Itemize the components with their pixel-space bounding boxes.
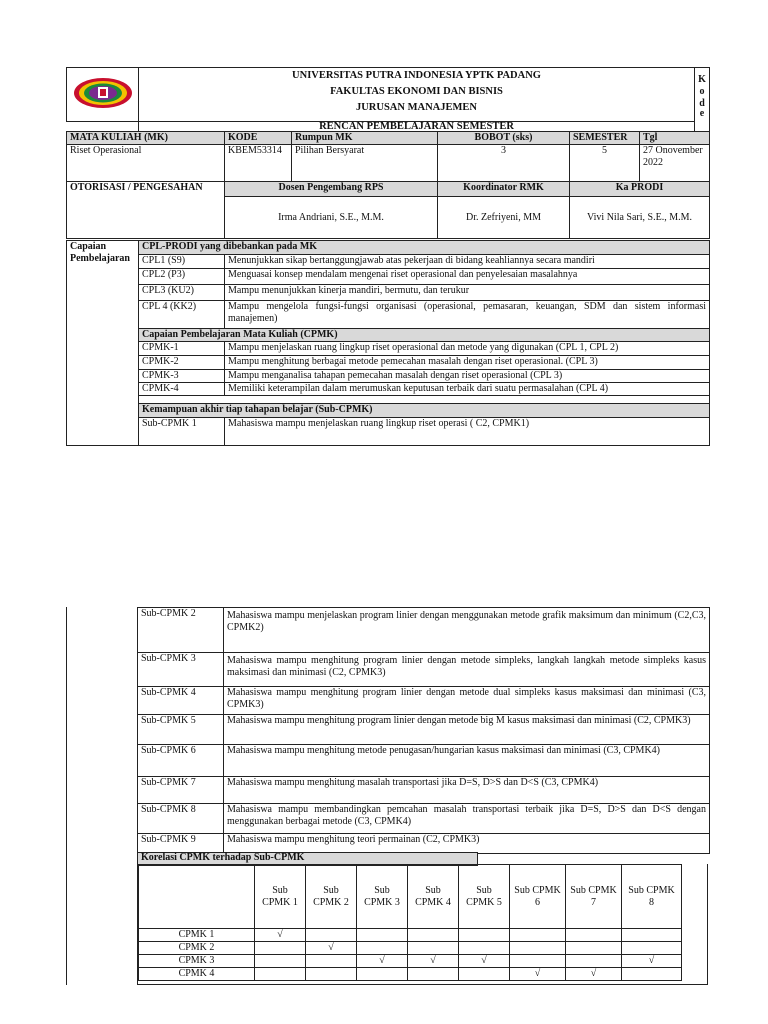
matrix-cell	[566, 942, 622, 955]
matrix-cell	[306, 929, 357, 942]
matrix-row-label: CPMK 1	[139, 929, 255, 942]
course-rumpun: Pilihan Bersyarat	[292, 145, 438, 182]
matrix-cell	[622, 968, 682, 981]
cpl-title: CPL-PRODI yang dibebankan pada MK	[139, 241, 710, 255]
cpmk-text: Mampu menghitung berbagai metode pemecahan masalah dengan riset operasional. (CPL 3)	[225, 356, 710, 370]
subcpmk-code: Sub-CPMK 8	[138, 804, 224, 834]
subcpmk-code: Sub-CPMK 4	[138, 687, 224, 715]
cpmk-code: CPMK-2	[139, 356, 225, 370]
label-mata-kuliah: MATA KULIAH (MK)	[67, 132, 225, 145]
cpl-text: Menunjukkan sikap bertanggungjawab atas pekerjaan di bidang keahliannya secara mandiri	[225, 255, 710, 269]
matrix-cell	[566, 929, 622, 942]
matrix-cell	[510, 942, 566, 955]
cpl-code: CPL2 (P3)	[139, 269, 225, 285]
code-letter: d	[699, 98, 705, 109]
course-semester: 5	[570, 145, 640, 182]
korelasi-title: Korelasi CPMK terhadap Sub-CPMK	[141, 852, 305, 863]
subcpmk-code: Sub-CPMK 9	[138, 834, 224, 854]
matrix-cell: √	[255, 929, 306, 942]
matrix-cell	[357, 942, 408, 955]
matrix-column-header: Sub CPMK 6	[510, 865, 566, 929]
cpmk-text: Mampu menjelaskan ruang lingkup riset operasional dan metode yang digunakan (CPL 1, CPL 2)	[225, 342, 710, 356]
matrix-cell	[622, 942, 682, 955]
rps-header-table	[66, 67, 710, 239]
matrix-cell: √	[510, 968, 566, 981]
code-column	[695, 68, 710, 132]
matrix-cell: √	[622, 955, 682, 968]
matrix-cell	[408, 929, 459, 942]
subcpmk-text: Mahasiswa mampu menjelaskan program linier dengan menggunakan metode grafik maksimum dan minimum (C2,C3, CPMK2)	[224, 608, 710, 653]
matrix-cell	[510, 955, 566, 968]
label-dosen: Dosen Pengembang RPS	[225, 182, 438, 197]
side-label-line: Pembelajaran	[70, 253, 130, 264]
cpmk-title: Capaian Pembelajaran Mata Kuliah (CPMK)	[139, 329, 710, 342]
matrix-column-header: Sub CPMK 8	[622, 865, 682, 929]
page-left-rule	[66, 607, 67, 985]
department-name: JURUSAN MANAJEMEN	[355, 102, 478, 113]
matrix-cell: √	[408, 955, 459, 968]
dosen-name: Irma Andriani, S.E., M.M.	[225, 197, 438, 239]
cpmk-code: CPMK-3	[139, 370, 225, 383]
matrix-cell	[459, 942, 510, 955]
matrix-row-label: CPMK 3	[139, 955, 255, 968]
code-letter: o	[699, 86, 705, 97]
subcpmk-text: Mahasiswa mampu menjelaskan ruang lingkup riset operasi ( C2, CPMK1)	[225, 418, 710, 432]
matrix-cell	[306, 968, 357, 981]
subcpmk-code: Sub-CPMK 7	[138, 777, 224, 804]
subcpmk-code: Sub-CPMK 5	[138, 715, 224, 745]
cpl-text: Mampu menunjukkan kinerja mandiri, bermutu, dan terukur	[225, 285, 710, 301]
cpl-code: CPL1 (S9)	[139, 255, 225, 269]
matrix-cell: √	[459, 955, 510, 968]
cpmk-code: CPMK-4	[139, 383, 225, 396]
matrix-cell	[459, 929, 510, 942]
document-title: RENCAN PEMBELAJARAN SEMESTER	[139, 122, 695, 132]
subcpmk-code: Sub-CPMK 2	[138, 608, 224, 653]
subcpmk-text: Mahasiswa mampu membandingkan pemcahan masalah transportasi terbaik jika D=S, D>S dan D<S dengan menggunakan berbagai metode (C3, CPMK4)	[224, 804, 710, 834]
matrix-column-header: Sub CPMK 7	[566, 865, 622, 929]
matrix-cell	[459, 968, 510, 981]
cpl-code: CPL 4 (KK2)	[139, 301, 225, 329]
label-koordinator: Koordinator RMK	[438, 182, 570, 197]
subcpmk-code: Sub-CPMK 1	[139, 418, 225, 432]
label-semester: SEMESTER	[570, 132, 640, 145]
matrix-cell: √	[357, 955, 408, 968]
label-tanggal: Tgl	[640, 132, 710, 145]
matrix-cell	[306, 955, 357, 968]
label-rumpun: Rumpun MK	[292, 132, 438, 145]
label-kode: KODE	[225, 132, 292, 145]
cpl-text: Mampu mengelola fungsi-fungsi organisasi (operasional, pemasaran, keuangan, SDM dan sistem informasi manajemen)	[225, 301, 710, 329]
matrix-cell	[566, 955, 622, 968]
learning-outcomes-table	[66, 240, 710, 446]
subcpmk-text: Mahasiswa mampu menghitung program linier dengan metode big M kasus maksimasi dan minimasi (C2, CPMK3)	[224, 715, 710, 745]
korelasi-matrix	[138, 864, 682, 981]
cpmk-code: CPMK-1	[139, 342, 225, 356]
course-date: 27 Onovember 2022	[640, 145, 710, 182]
header-titles	[139, 68, 695, 122]
cpl-text: Menguasai konsep mendalam mengenai riset operasional dan penyelesaian masalahnya	[225, 269, 710, 285]
kaprodi-name: Vivi Nila Sari, S.E., M.M.	[570, 197, 710, 239]
koordinator-name: Dr. Zefriyeni, MM	[438, 197, 570, 239]
subcpmk-text: Mahasiswa mampu menghitung masalah transportasi jika D=S, D>S dan D<S (C3, CPMK4)	[224, 777, 710, 804]
code-letter: e	[699, 110, 705, 118]
matrix-column-header: Sub CPMK 2	[306, 865, 357, 929]
cpmk-text: Memiliki keterampilan dalam merumuskan keputusan terbaik dari suatu permasalahan (CPL 4)	[225, 383, 710, 396]
subcpmk-text: Mahasiswa mampu menghitung metode penugasan/hungarian kasus maksimasi dan minimasi (C3, CPMK4)	[224, 745, 710, 777]
matrix-cell	[622, 929, 682, 942]
matrix-corner	[139, 865, 255, 929]
subcpmk-text: Mahasiswa mampu menghitung program linier dengan metode dual simpleks kasus maksimasi dan minimasi (C3, CPMK3)	[224, 687, 710, 715]
matrix-cell: √	[306, 942, 357, 955]
subcpmk-code: Sub-CPMK 6	[138, 745, 224, 777]
university-logo-icon	[72, 76, 134, 110]
matrix-column-header: Sub CPMK 1	[255, 865, 306, 929]
course-code: KBEM53314	[225, 145, 292, 182]
matrix-cell	[510, 929, 566, 942]
side-label-line: Capaian	[70, 241, 107, 252]
code-letter: K	[698, 74, 706, 85]
matrix-cell	[357, 968, 408, 981]
matrix-cell	[408, 968, 459, 981]
subcpmk-title: Kemampuan akhir tiap tahapan belajar (Sub-CPMK)	[139, 404, 710, 418]
matrix-cell: √	[566, 968, 622, 981]
capaian-side-label	[67, 241, 139, 446]
matrix-column-header: Sub CPMK 5	[459, 865, 510, 929]
matrix-row-label: CPMK 4	[139, 968, 255, 981]
subcpmk-text: Mahasiswa mampu menghitung program linier dengan metode simpleks, langkah langkah metode simpleks kasus maksimasi dan minimasi (C2, CPMK3)	[224, 653, 710, 687]
subcpmk-code: Sub-CPMK 3	[138, 653, 224, 687]
matrix-cell	[255, 968, 306, 981]
matrix-row-label: CPMK 2	[139, 942, 255, 955]
authorization-label: OTORISASI / PENGESAHAN	[67, 182, 225, 197]
cpl-code: CPL3 (KU2)	[139, 285, 225, 301]
logo-cell	[67, 68, 139, 122]
matrix-cell	[357, 929, 408, 942]
label-kaprodi: Ka PRODI	[570, 182, 710, 197]
subcpmk-text: Mahasiswa mampu menghitung teori permainan (C2, CPMK3)	[224, 834, 710, 854]
faculty-name: FAKULTAS EKONOMI DAN BISNIS	[330, 86, 503, 97]
matrix-cell	[255, 942, 306, 955]
subcpmk-continued-table	[137, 607, 710, 854]
label-bobot: BOBOT (sks)	[438, 132, 570, 145]
cpmk-text: Mampu menganalisa tahapan pemecahan masalah dengan riset operasional (CPL 3)	[225, 370, 710, 383]
matrix-column-header: Sub CPMK 4	[408, 865, 459, 929]
matrix-cell	[255, 955, 306, 968]
university-name: UNIVERSITAS PUTRA INDONESIA YPTK PADANG	[292, 70, 541, 81]
matrix-column-header: Sub CPMK 3	[357, 865, 408, 929]
course-sks: 3	[438, 145, 570, 182]
course-name: Riset Operasional	[67, 145, 225, 182]
matrix-cell	[408, 942, 459, 955]
